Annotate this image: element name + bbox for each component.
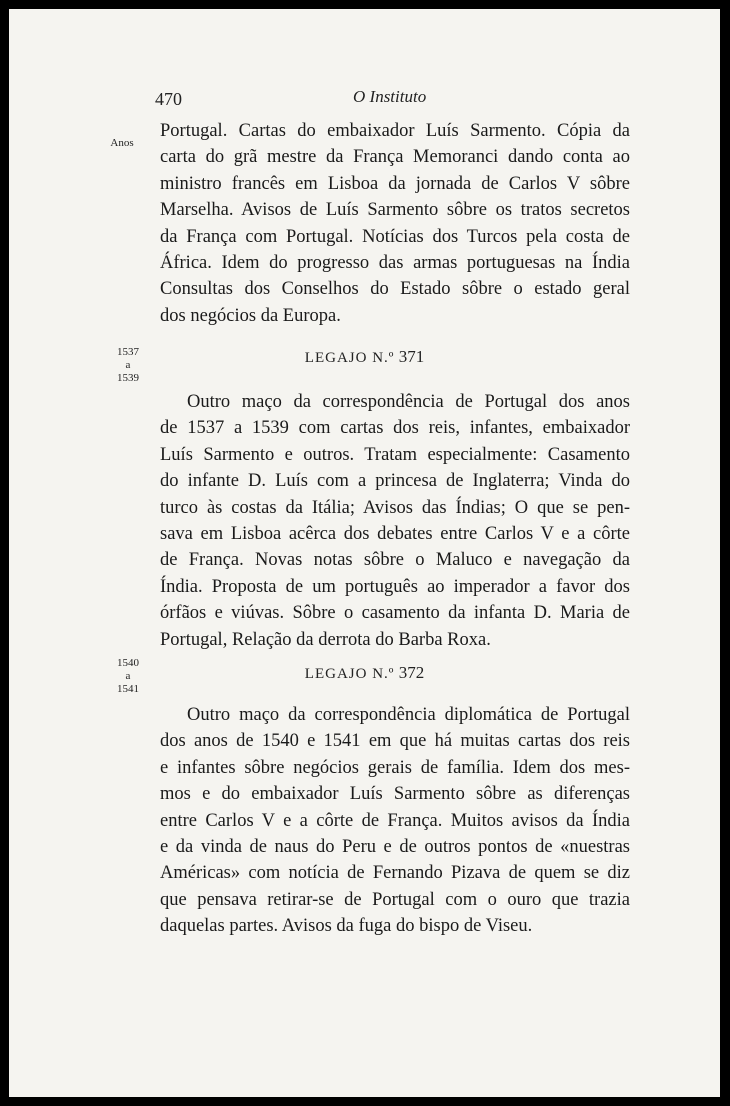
margin-year-sep: a (125, 670, 131, 682)
paragraph-continuation (160, 118, 630, 329)
text-line: carta do grã mestre da França Memoranci dando conta ao (160, 147, 630, 168)
text-line: dos anos de 1540 e 1541 em que há muitas cartas dos reis (160, 731, 630, 752)
text-line: dos negócios da Europa. (160, 305, 341, 326)
text-line: Portugal, Relação da derrota do Barba Roxa. (160, 629, 491, 650)
text-line: turco às costas da Itália; Avisos das Índias; O que se pen- (160, 497, 630, 518)
text-line: Outro maço da correspondência diplomática de Portugal (187, 705, 630, 725)
heading-number: 372 (398, 663, 425, 682)
section-heading-372 (9, 663, 720, 683)
heading-number: 371 (398, 347, 425, 366)
text-line: Marselha. Avisos de Luís Sarmento sôbre os tratos secretos (160, 200, 630, 221)
text-line: de França. Novas notas sôbre o Maluco e navegação da (160, 550, 630, 571)
margin-note-anos: Anos (110, 137, 134, 149)
heading-prefix: LEGAJO N.º (304, 350, 395, 366)
page-header (9, 85, 720, 115)
text-line: Outro maço da correspondência de Portugal dos anos (187, 392, 630, 412)
margin-year-start: 1540 (117, 657, 139, 669)
margin-year-start: 1537 (117, 346, 139, 358)
text-line: que pensava retirar-se de Portugal com o ouro que trazia (160, 889, 630, 910)
paragraph-legajo-372 (160, 702, 630, 940)
text-line: ministro francês em Lisboa da jornada de Carlos V sôbre (160, 173, 630, 194)
text-line: Índia. Proposta de um português ao imperador a favor dos (160, 576, 630, 597)
text-line: Américas» com notícia de Fernando Pizava de quem se diz (160, 863, 630, 884)
text-line: sava em Lisboa acêrca dos debates entre Carlos V e a côrte (160, 523, 630, 544)
paragraph-legajo-371 (160, 389, 630, 653)
text-line: entre Carlos V e a côrte de França. Muitos avisos da Índia (160, 810, 630, 831)
text-line: órfãos e viúvas. Sôbre o casamento da infanta D. Maria de (160, 603, 630, 624)
margin-year-end: 1539 (117, 372, 139, 384)
section-heading-371 (9, 347, 720, 367)
margin-year-end: 1541 (117, 683, 139, 695)
text-line: da França com Portugal. Notícias dos Turcos pela costa de (160, 226, 630, 247)
text-line: de 1537 a 1539 com cartas dos reis, infantes, embaixador (160, 418, 630, 439)
margin-year-sep: a (125, 359, 131, 371)
text-line: do infante D. Luís com a princesa de Inglaterra; Vinda do (160, 471, 630, 492)
heading-prefix: LEGAJO N.º (304, 666, 395, 682)
text-line: e infantes sôbre negócios gerais de família. Idem dos mes- (160, 757, 630, 778)
text-line: mos e do embaixador Luís Sarmento sôbre as diferenças (160, 784, 630, 805)
text-line: Portugal. Cartas do embaixador Luís Sarmento. Cópia da (160, 121, 630, 141)
text-line: e da vinda de naus do Peru e de outros pontos de «nuestras (160, 836, 630, 857)
running-title: O Instituto (353, 87, 427, 106)
text-line: Luís Sarmento e outros. Tratam especialmente: Casamento (160, 444, 630, 465)
page-number: 470 (155, 89, 182, 109)
text-line: África. Idem do progresso das armas portuguesas na Índia (160, 252, 630, 273)
text-line: daquelas partes. Avisos da fuga do bispo de Viseu. (160, 916, 533, 937)
book-page (9, 9, 720, 1097)
text-line: Consultas dos Conselhos do Estado sôbre o estado geral (160, 279, 630, 300)
